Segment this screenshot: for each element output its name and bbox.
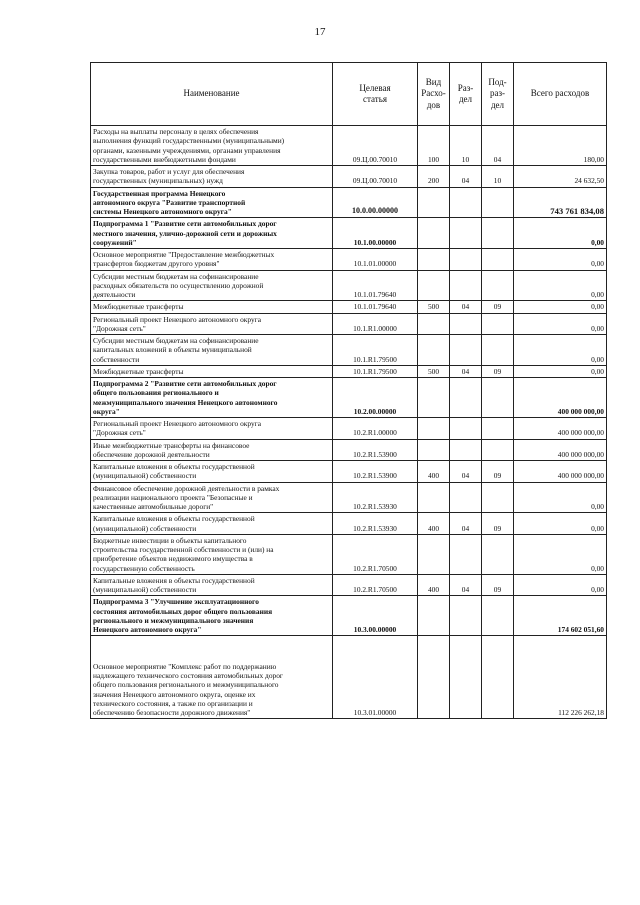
row-expense-type-cell xyxy=(418,482,450,513)
row-target-article-cell: 10.1.01.79640 xyxy=(333,301,418,313)
table-row xyxy=(91,418,607,440)
table-row xyxy=(91,166,607,188)
row-subsection-cell xyxy=(482,439,514,461)
row-expense-type-cell: 500 xyxy=(418,301,450,313)
row-section-cell: 04 xyxy=(450,513,482,535)
row-name-cell: Основное мероприятие "Комплекс работ по поддержанию надлежащего технического состояния автомобильных дорог общего пользования регионального и межмуниципального значения Ненецкого автономного округа, оценке их технического состояния, а также по организации и обеспечению безопасности дорожного движения" xyxy=(91,636,333,719)
row-subsection-cell xyxy=(482,187,514,218)
table-row xyxy=(91,270,607,301)
row-name-cell: Межбюджетные трансферты xyxy=(91,365,333,377)
table-row xyxy=(91,365,607,377)
row-target-article-cell: 10.2.R1.00000 xyxy=(333,418,418,440)
column-header-subsection: Под- раз- дел xyxy=(482,63,514,126)
table-row xyxy=(91,574,607,596)
row-expense-type-cell: 400 xyxy=(418,574,450,596)
column-header-section: Раз- дел xyxy=(450,63,482,126)
row-total-cell: 0,00 xyxy=(514,365,607,377)
row-section-cell xyxy=(450,439,482,461)
row-target-article-cell: 10.1.R1.79500 xyxy=(333,335,418,366)
page-number: 17 xyxy=(314,26,326,38)
row-target-article-cell: 10.2.00.00000 xyxy=(333,378,418,418)
row-name-cell: Субсидии местным бюджетам на софинансирование расходных обязательств по осуществлению дорожной деятельности xyxy=(91,270,333,301)
row-section-cell: 04 xyxy=(450,166,482,188)
row-total-cell: 0,00 xyxy=(514,301,607,313)
row-total-cell: 400 000 000,00 xyxy=(514,418,607,440)
row-subsection-cell: 09 xyxy=(482,301,514,313)
row-name-cell: Финансовое обеспечение дорожной деятельности в рамках реализации национального проекта "Безопасные и качественные автомобильные дороги" xyxy=(91,482,333,513)
budget-table xyxy=(90,62,607,719)
row-total-cell: 400 000 000,00 xyxy=(514,461,607,483)
row-target-article-cell: 10.1.R1.00000 xyxy=(333,313,418,335)
row-total-cell: 743 761 834,08 xyxy=(514,187,607,218)
row-subsection-cell: 09 xyxy=(482,513,514,535)
row-target-article-cell: 10.1.01.79640 xyxy=(333,270,418,301)
row-total-cell: 0,00 xyxy=(514,574,607,596)
row-expense-type-cell xyxy=(418,270,450,301)
row-total-cell: 0,00 xyxy=(514,335,607,366)
column-header-target-article: Целевая статья xyxy=(333,63,418,126)
row-target-article-cell: 10.0.00.00000 xyxy=(333,187,418,218)
row-subsection-cell xyxy=(482,636,514,719)
row-target-article-cell: 10.2.R1.53930 xyxy=(333,513,418,535)
row-expense-type-cell: 200 xyxy=(418,166,450,188)
row-expense-type-cell: 500 xyxy=(418,365,450,377)
row-section-cell xyxy=(450,187,482,218)
row-target-article-cell: 09.Ц.00.70010 xyxy=(333,166,418,188)
row-total-cell: 0,00 xyxy=(514,482,607,513)
row-expense-type-cell: 400 xyxy=(418,513,450,535)
row-total-cell: 400 000 000,00 xyxy=(514,378,607,418)
row-target-article-cell: 09.Ц.00.70010 xyxy=(333,126,418,166)
table-row xyxy=(91,126,607,166)
table-row xyxy=(91,378,607,418)
row-subsection-cell xyxy=(482,218,514,249)
row-expense-type-cell: 100 xyxy=(418,126,450,166)
row-target-article-cell: 10.3.01.00000 xyxy=(333,636,418,719)
row-section-cell: 04 xyxy=(450,301,482,313)
row-target-article-cell: 10.3.00.00000 xyxy=(333,596,418,636)
row-target-article-cell: 10.1.00.00000 xyxy=(333,218,418,249)
row-total-cell: 0,00 xyxy=(514,249,607,271)
row-name-cell: Закупка товаров, работ и услуг для обеспечения государственных (муниципальных) нужд xyxy=(91,166,333,188)
table-row xyxy=(91,439,607,461)
row-total-cell: 400 000 000,00 xyxy=(514,439,607,461)
row-target-article-cell: 10.2.R1.70500 xyxy=(333,534,418,574)
row-total-cell: 24 632,50 xyxy=(514,166,607,188)
row-expense-type-cell xyxy=(418,378,450,418)
table-body xyxy=(91,126,607,719)
row-subsection-cell xyxy=(482,482,514,513)
row-section-cell xyxy=(450,482,482,513)
row-section-cell xyxy=(450,418,482,440)
row-expense-type-cell xyxy=(418,636,450,719)
row-target-article-cell: 10.2.R1.53900 xyxy=(333,461,418,483)
row-target-article-cell: 10.2.R1.53930 xyxy=(333,482,418,513)
row-subsection-cell xyxy=(482,534,514,574)
row-subsection-cell xyxy=(482,313,514,335)
row-total-cell: 180,00 xyxy=(514,126,607,166)
row-subsection-cell: 09 xyxy=(482,365,514,377)
row-subsection-cell: 09 xyxy=(482,574,514,596)
row-section-cell xyxy=(450,313,482,335)
table-row xyxy=(91,335,607,366)
row-name-cell: Межбюджетные трансферты xyxy=(91,301,333,313)
table-row xyxy=(91,249,607,271)
row-subsection-cell: 10 xyxy=(482,166,514,188)
row-name-cell: Региональный проект Ненецкого автономного округа "Дорожная сеть" xyxy=(91,313,333,335)
row-name-cell: Подпрограмма 3 "Улучшение эксплуатационного состояния автомобильных дорог общего пользования регионального и межмуниципального значения Ненецкого автономного округа" xyxy=(91,596,333,636)
row-total-cell: 0,00 xyxy=(514,218,607,249)
row-expense-type-cell: 400 xyxy=(418,461,450,483)
row-target-article-cell: 10.1.R1.79500 xyxy=(333,365,418,377)
table-row xyxy=(91,534,607,574)
row-subsection-cell xyxy=(482,270,514,301)
row-total-cell: 0,00 xyxy=(514,534,607,574)
row-total-cell: 0,00 xyxy=(514,513,607,535)
row-expense-type-cell xyxy=(418,418,450,440)
row-name-cell: Расходы на выплаты персоналу в целях обеспечения выполнения функций государственными (муниципальными) органами, казенными учреждениями, органами управления государственными внебюджетными фондами xyxy=(91,126,333,166)
row-name-cell: Капитальные вложения в объекты государственной (муниципальной) собственности xyxy=(91,461,333,483)
row-subsection-cell: 04 xyxy=(482,126,514,166)
column-header-expense-type: Вид Расхо- дов xyxy=(418,63,450,126)
row-subsection-cell xyxy=(482,418,514,440)
row-section-cell xyxy=(450,335,482,366)
table-row xyxy=(91,313,607,335)
table-header-row xyxy=(91,63,607,126)
row-section-cell xyxy=(450,636,482,719)
row-name-cell: Бюджетные инвестиции в объекты капитального строительства государственной собственности и (или) на приобретение объектов недвижимого имущества в государственную собственность xyxy=(91,534,333,574)
row-name-cell: Региональный проект Ненецкого автономного округа "Дорожная сеть" xyxy=(91,418,333,440)
row-name-cell: Основное мероприятие "Предоставление межбюджетных трансфертов бюджетам другого уровня" xyxy=(91,249,333,271)
row-name-cell: Подпрограмма 1 "Развитие сети автомобильных дорог местного значения, улично-дорожной сети и дорожных сооружений" xyxy=(91,218,333,249)
row-subsection-cell: 09 xyxy=(482,461,514,483)
row-subsection-cell xyxy=(482,596,514,636)
row-total-cell: 112 226 262,18 xyxy=(514,636,607,719)
row-target-article-cell: 10.2.R1.53900 xyxy=(333,439,418,461)
row-expense-type-cell xyxy=(418,439,450,461)
row-expense-type-cell xyxy=(418,534,450,574)
row-name-cell: Субсидии местным бюджетам на софинансирование капитальных вложений в объекты муниципальной собственности xyxy=(91,335,333,366)
row-section-cell xyxy=(450,218,482,249)
row-section-cell: 10 xyxy=(450,126,482,166)
column-header-total: Всего расходов xyxy=(514,63,607,126)
row-section-cell xyxy=(450,534,482,574)
table-row xyxy=(91,461,607,483)
row-total-cell: 0,00 xyxy=(514,270,607,301)
table-row xyxy=(91,187,607,218)
row-expense-type-cell xyxy=(418,335,450,366)
row-total-cell: 0,00 xyxy=(514,313,607,335)
row-total-cell: 174 602 051,60 xyxy=(514,596,607,636)
table-row xyxy=(91,596,607,636)
row-target-article-cell: 10.2.R1.70500 xyxy=(333,574,418,596)
row-name-cell: Иные межбюджетные трансферты на финансовое обеспечение дорожной деятельности xyxy=(91,439,333,461)
row-expense-type-cell xyxy=(418,187,450,218)
row-section-cell: 04 xyxy=(450,461,482,483)
row-subsection-cell xyxy=(482,335,514,366)
table-row xyxy=(91,482,607,513)
row-name-cell: Государственная программа Ненецкого автономного округа "Развитие транспортной системы Ненецкого автономного округа" xyxy=(91,187,333,218)
table-row xyxy=(91,218,607,249)
row-expense-type-cell xyxy=(418,249,450,271)
column-header-name: Наименование xyxy=(91,63,333,126)
row-section-cell xyxy=(450,378,482,418)
row-expense-type-cell xyxy=(418,218,450,249)
row-target-article-cell: 10.1.01.00000 xyxy=(333,249,418,271)
row-name-cell: Капитальные вложения в объекты государственной (муниципальной) собственности xyxy=(91,513,333,535)
table-row xyxy=(91,513,607,535)
table-row xyxy=(91,301,607,313)
row-name-cell: Подпрограмма 2 "Развитие сети автомобильных дорог общего пользования регионального и межмуниципального значения Ненецкого автономного округа" xyxy=(91,378,333,418)
row-expense-type-cell xyxy=(418,313,450,335)
row-name-cell: Капитальные вложения в объекты государственной (муниципальной) собственности xyxy=(91,574,333,596)
row-section-cell: 04 xyxy=(450,365,482,377)
row-section-cell xyxy=(450,249,482,271)
row-section-cell xyxy=(450,270,482,301)
row-section-cell xyxy=(450,596,482,636)
row-subsection-cell xyxy=(482,249,514,271)
row-subsection-cell xyxy=(482,378,514,418)
row-expense-type-cell xyxy=(418,596,450,636)
table-row xyxy=(91,636,607,719)
row-section-cell: 04 xyxy=(450,574,482,596)
